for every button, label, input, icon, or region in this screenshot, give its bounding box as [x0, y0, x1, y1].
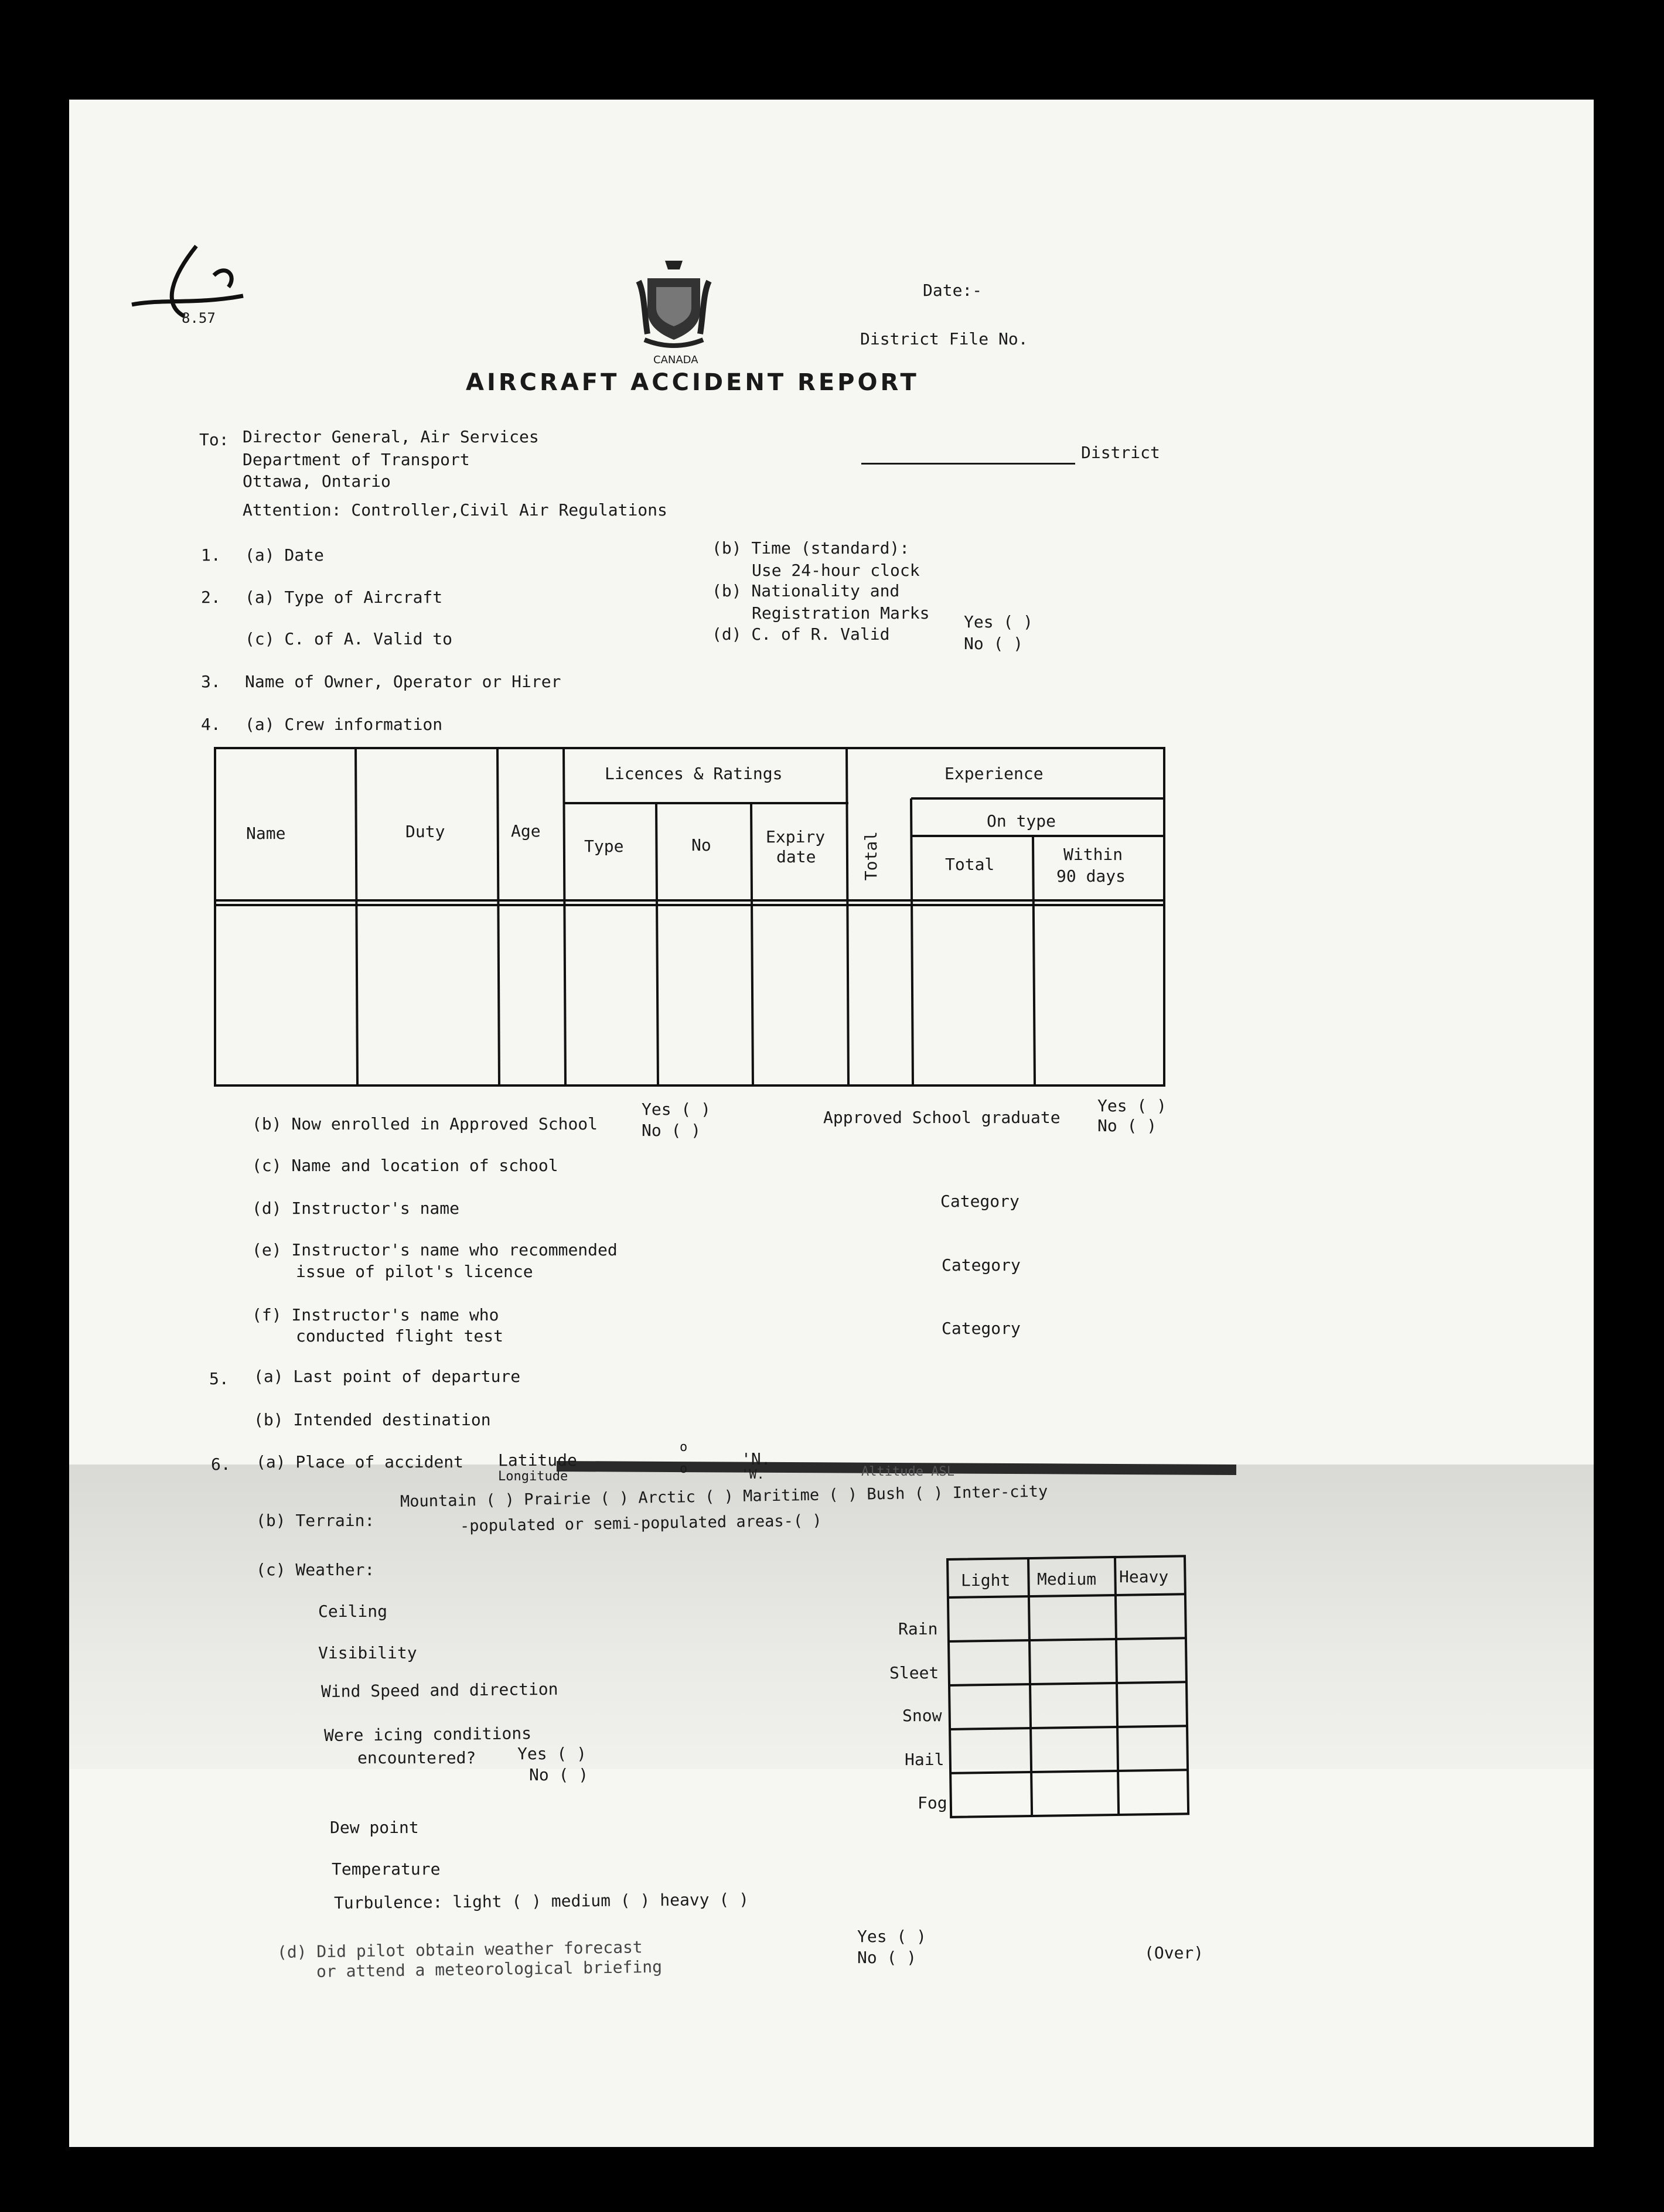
- item-1a: (a) Date: [245, 545, 324, 565]
- longitude-degree-symbol: o: [680, 1462, 688, 1476]
- item-4a: (a) Crew information: [245, 715, 443, 734]
- latitude-label: Latitude: [498, 1450, 577, 1470]
- weather-table: [946, 1555, 1202, 1822]
- item-6c: (c) Weather:: [256, 1560, 375, 1579]
- ceiling-label: Ceiling: [318, 1602, 388, 1621]
- item-1-number: 1.: [201, 545, 221, 565]
- canada-coat-of-arms-icon: [636, 258, 712, 357]
- graduate-yes[interactable]: Yes ( ): [1097, 1096, 1167, 1115]
- item-5-number: 5.: [209, 1369, 229, 1388]
- date-label: Date:-: [923, 281, 983, 300]
- district-line: [861, 463, 1075, 465]
- over-label: (Over): [1144, 1943, 1204, 1962]
- crew-table: [214, 747, 1170, 1090]
- crew-col-experience: Experience: [944, 764, 1044, 783]
- item-4c: (c) Name and location of school: [252, 1156, 558, 1175]
- address-line-1: Director General, Air Services: [243, 427, 539, 446]
- to-label: To:: [199, 430, 229, 449]
- graduate-no[interactable]: No ( ): [1097, 1116, 1157, 1135]
- approved-school-graduate: Approved School graduate: [823, 1108, 1061, 1127]
- crew-col-name: Name: [246, 824, 286, 843]
- crew-col-age: Age: [511, 821, 541, 841]
- weather-row-sleet: Sleet: [889, 1663, 939, 1682]
- item-6d-yes[interactable]: Yes ( ): [857, 1927, 927, 1946]
- item-6b-label: (b) Terrain:: [256, 1511, 375, 1530]
- weather-col-light: Light: [961, 1571, 1011, 1590]
- item-5a: (a) Last point of departure: [254, 1367, 521, 1386]
- wind-label: Wind Speed and direction: [320, 1679, 558, 1701]
- item-4-number: 4.: [201, 715, 221, 734]
- west-label: 'W.: [741, 1467, 765, 1482]
- crew-col-duty: Duty: [405, 822, 445, 841]
- weather-row-snow: Snow: [902, 1706, 942, 1725]
- item-6d-no[interactable]: No ( ): [857, 1948, 917, 1967]
- item-4d-category: Category: [940, 1192, 1019, 1211]
- item-2b-line2: Registration Marks: [752, 603, 930, 623]
- item-2a: (a) Type of Aircraft: [245, 588, 443, 607]
- crew-col-expiry-2: date: [776, 847, 816, 866]
- item-2-number: 2.: [201, 588, 221, 607]
- icing-line2: encountered?: [357, 1748, 476, 1767]
- weather-col-heavy: Heavy: [1119, 1567, 1169, 1586]
- turbulence-line: Turbulence: light ( ) medium ( ) heavy ( ): [333, 1889, 749, 1913]
- item-3-number: 3.: [201, 672, 221, 691]
- item-4f-category: Category: [942, 1319, 1021, 1338]
- weather-row-hail: Hail: [905, 1750, 944, 1769]
- item-4e-line1: (e) Instructor's name who recommended: [252, 1240, 618, 1259]
- crew-col-type: Type: [584, 837, 624, 856]
- crew-col-licences: Licences & Ratings: [605, 764, 783, 783]
- canada-label: CANADA: [653, 354, 698, 366]
- crew-col-expiry-1: Expiry: [766, 827, 826, 846]
- crew-col-on-type: On type: [987, 811, 1056, 831]
- terrain-options-line2: -populated or semi-populated areas-( ): [459, 1511, 822, 1535]
- altitude-label: Altitude ASL: [861, 1465, 954, 1479]
- icing-yes[interactable]: Yes ( ): [517, 1744, 587, 1763]
- item-4b-yes[interactable]: Yes ( ): [642, 1100, 711, 1119]
- item-6-number: 6.: [211, 1455, 231, 1474]
- item-2d: (d) C. of R. Valid: [712, 624, 890, 644]
- item-1b-line1: (b) Time (standard):: [712, 538, 910, 558]
- item-2d-yes[interactable]: Yes ( ): [964, 612, 1034, 631]
- form-code: 8.57: [182, 310, 216, 326]
- attention-line: Attention: Controller,Civil Air Regulations: [243, 500, 667, 520]
- item-6d-line2: or attend a meteorological briefing: [316, 1957, 663, 1981]
- weather-row-fog: Fog: [918, 1793, 947, 1812]
- crew-col-total-vertical: Total: [861, 831, 881, 881]
- page-title: AIRCRAFT ACCIDENT REPORT: [466, 369, 919, 396]
- crew-col-within-1: Within: [1063, 845, 1123, 864]
- district-file-label: District File No.: [860, 329, 1028, 349]
- address-line-2: Department of Transport: [243, 450, 470, 469]
- weather-row-rain: Rain: [898, 1619, 938, 1638]
- crew-col-no: No: [691, 835, 711, 855]
- item-4f-line2: conducted flight test: [296, 1326, 504, 1346]
- crew-col-on-type-total: Total: [945, 855, 995, 874]
- fold-shadow: [69, 1465, 1594, 1769]
- temperature-label: Temperature: [332, 1859, 441, 1879]
- item-1b-line2: Use 24-hour clock: [752, 561, 920, 580]
- item-4b: (b) Now enrolled in Approved School: [252, 1114, 598, 1134]
- district-label: District: [1081, 443, 1160, 462]
- longitude-label: Longitude: [498, 1469, 568, 1484]
- weather-col-medium: Medium: [1037, 1569, 1097, 1589]
- item-4f-line1: (f) Instructor's name who: [252, 1305, 499, 1325]
- north-label: 'N.: [741, 1449, 771, 1469]
- item-3-text: Name of Owner, Operator or Hirer: [245, 672, 561, 691]
- address-line-3: Ottawa, Ontario: [243, 472, 391, 491]
- crew-col-within-2: 90 days: [1056, 866, 1126, 886]
- item-6a: (a) Place of accident: [256, 1452, 464, 1472]
- item-4e-line2: issue of pilot's licence: [296, 1262, 533, 1281]
- icing-line1: Were icing conditions: [323, 1723, 532, 1745]
- item-4b-no[interactable]: No ( ): [642, 1121, 701, 1140]
- dew-point-label: Dew point: [330, 1818, 419, 1837]
- item-6d-line1: (d) Did pilot obtain weather forecast: [277, 1937, 643, 1962]
- visibility-label: Visibility: [318, 1643, 417, 1663]
- item-4e-category: Category: [942, 1255, 1021, 1275]
- item-5b: (b) Intended destination: [254, 1410, 491, 1429]
- item-2b-line1: (b) Nationality and: [712, 581, 900, 600]
- item-2d-no[interactable]: No ( ): [964, 634, 1024, 653]
- latitude-degree-symbol: o: [680, 1440, 688, 1455]
- terrain-options-line1: Mountain ( ) Prairie ( ) Arctic ( ) Maritime ( ) Bush ( ) Inter-city: [400, 1482, 1048, 1511]
- icing-no[interactable]: No ( ): [529, 1765, 589, 1784]
- item-4d: (d) Instructor's name: [252, 1199, 460, 1218]
- item-2c: (c) C. of A. Valid to: [245, 629, 453, 648]
